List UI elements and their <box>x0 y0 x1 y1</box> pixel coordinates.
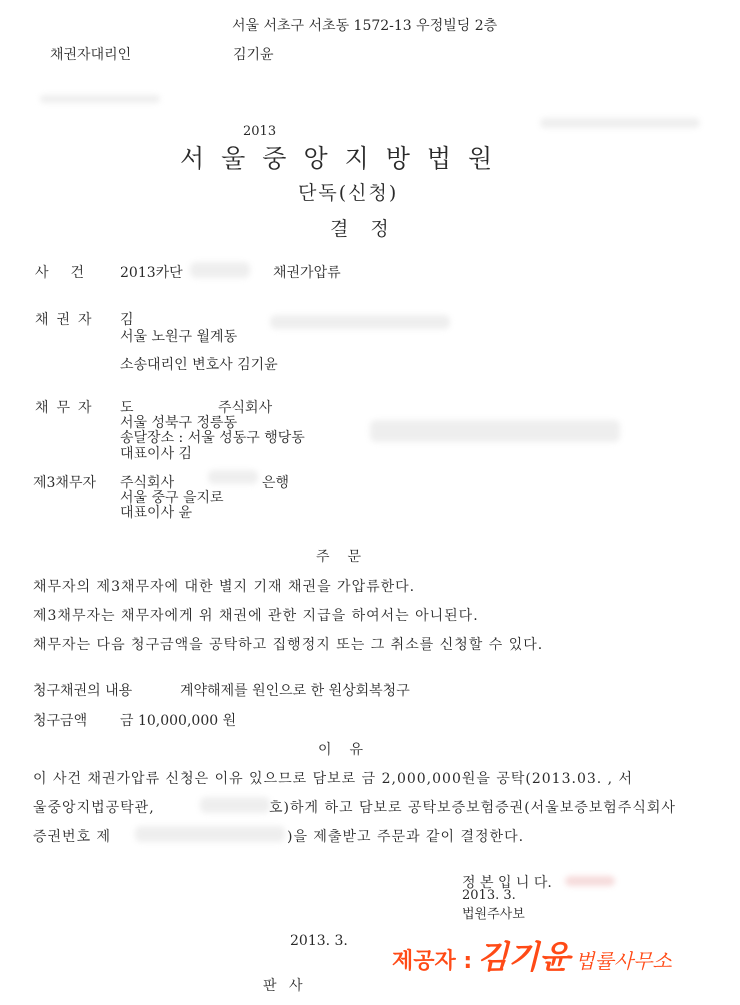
certification-text: 정 본 입 니 다. <box>462 875 552 891</box>
case-title: 채권가압류 <box>273 265 341 281</box>
third-debtor-address: 서울 중구 을지로 <box>120 490 224 506</box>
third-debtor-bank: 은행 <box>262 475 290 491</box>
case-label: 사건 <box>35 265 107 281</box>
third-debtor-company-type: 주식회사 <box>120 475 175 491</box>
claim-amount-value: 금 10,000,000 원 <box>120 713 237 729</box>
creditor-label: 채권자 <box>35 312 100 328</box>
watermark-label: 제공자 : <box>392 949 473 974</box>
redaction <box>270 315 450 329</box>
claim-amount-label: 청구금액 <box>33 713 88 729</box>
agent-name: 김기윤 <box>233 47 274 63</box>
main-order-line-2: 제3채무자는 채무자에게 위 채권에 관한 지급을 하여서는 아니된다. <box>33 608 479 624</box>
creditor-name: 김 <box>120 312 134 328</box>
main-order-line-1: 채무자의 제3채무자에 대한 별지 기재 채권을 가압류한다. <box>33 579 416 595</box>
reasons-line-3a: 증권번호 제 <box>33 829 112 845</box>
judge-label: 판 사 <box>263 978 307 994</box>
third-debtor-representative: 대표이사 윤 <box>120 505 193 521</box>
certification-date: 2013. 3. <box>462 888 516 903</box>
watermark-suffix: 법률사무소 <box>575 949 672 973</box>
reasons-line-3b: )을 제출받고 주문과 같이 결정한다. <box>287 829 525 845</box>
main-order-heading: 주문 <box>316 549 380 565</box>
redaction <box>135 826 285 842</box>
creditor-attorney: 소송대리인 변호사 김기윤 <box>120 357 278 373</box>
reasons-heading: 이유 <box>318 742 382 758</box>
certification-clerk: 법원주사보 <box>462 907 525 922</box>
debtor-name: 도 <box>120 400 134 416</box>
footer-date: 2013. 3. <box>290 933 348 949</box>
debtor-label: 채무자 <box>35 400 100 416</box>
debtor-representative: 대표이사 김 <box>120 446 193 462</box>
redaction <box>200 797 270 813</box>
watermark <box>392 932 672 978</box>
debtor-address: 서울 성북구 정릉동 <box>120 415 238 431</box>
watermark-name: 김기윤 <box>477 938 571 976</box>
main-order-line-3: 채무자는 다음 청구금액을 공탁하고 집행정지 또는 그 취소를 신청할 수 있다. <box>33 637 544 653</box>
debtor-service-address: 송달장소 : 서울 성동구 행당동 <box>120 430 305 446</box>
redaction <box>208 470 258 484</box>
claim-content-label: 청구채권의 내용 <box>33 683 133 699</box>
third-debtor-label: 제3채무자 <box>33 475 97 491</box>
redaction <box>370 420 620 442</box>
document-type: 결정 <box>330 218 411 240</box>
reasons-line-2b: 호)하게 하고 담보로 공탁보증보험증권(서울보증보험주식회사 <box>269 800 676 816</box>
redaction <box>40 95 160 103</box>
redaction <box>565 876 615 886</box>
header-address: 서울 서초구 서초동 1572-13 우정빌딩 2층 <box>232 18 498 34</box>
court-year: 2013 <box>243 124 277 139</box>
reasons-line-1: 이 사건 채권가압류 신청은 이유 있으므로 담보로 금 2,000,000원을 공탁(2013.03. , 서 <box>33 771 634 787</box>
creditor-address: 서울 노원구 월계동 <box>120 329 238 345</box>
claim-content-value: 계약해제를 원인으로 한 원상회복청구 <box>180 683 410 699</box>
court-name: 서울중앙지방법원 <box>180 144 510 173</box>
reasons-line-2a: 울중앙지법공탁관, <box>33 800 155 816</box>
case-number: 2013카단 <box>120 265 183 281</box>
agent-label: 채권자대리인 <box>50 47 132 63</box>
redaction <box>190 262 250 278</box>
case-type: 단독(신청) <box>298 182 399 204</box>
redaction <box>540 118 700 128</box>
debtor-company-type: 주식회사 <box>218 400 273 416</box>
